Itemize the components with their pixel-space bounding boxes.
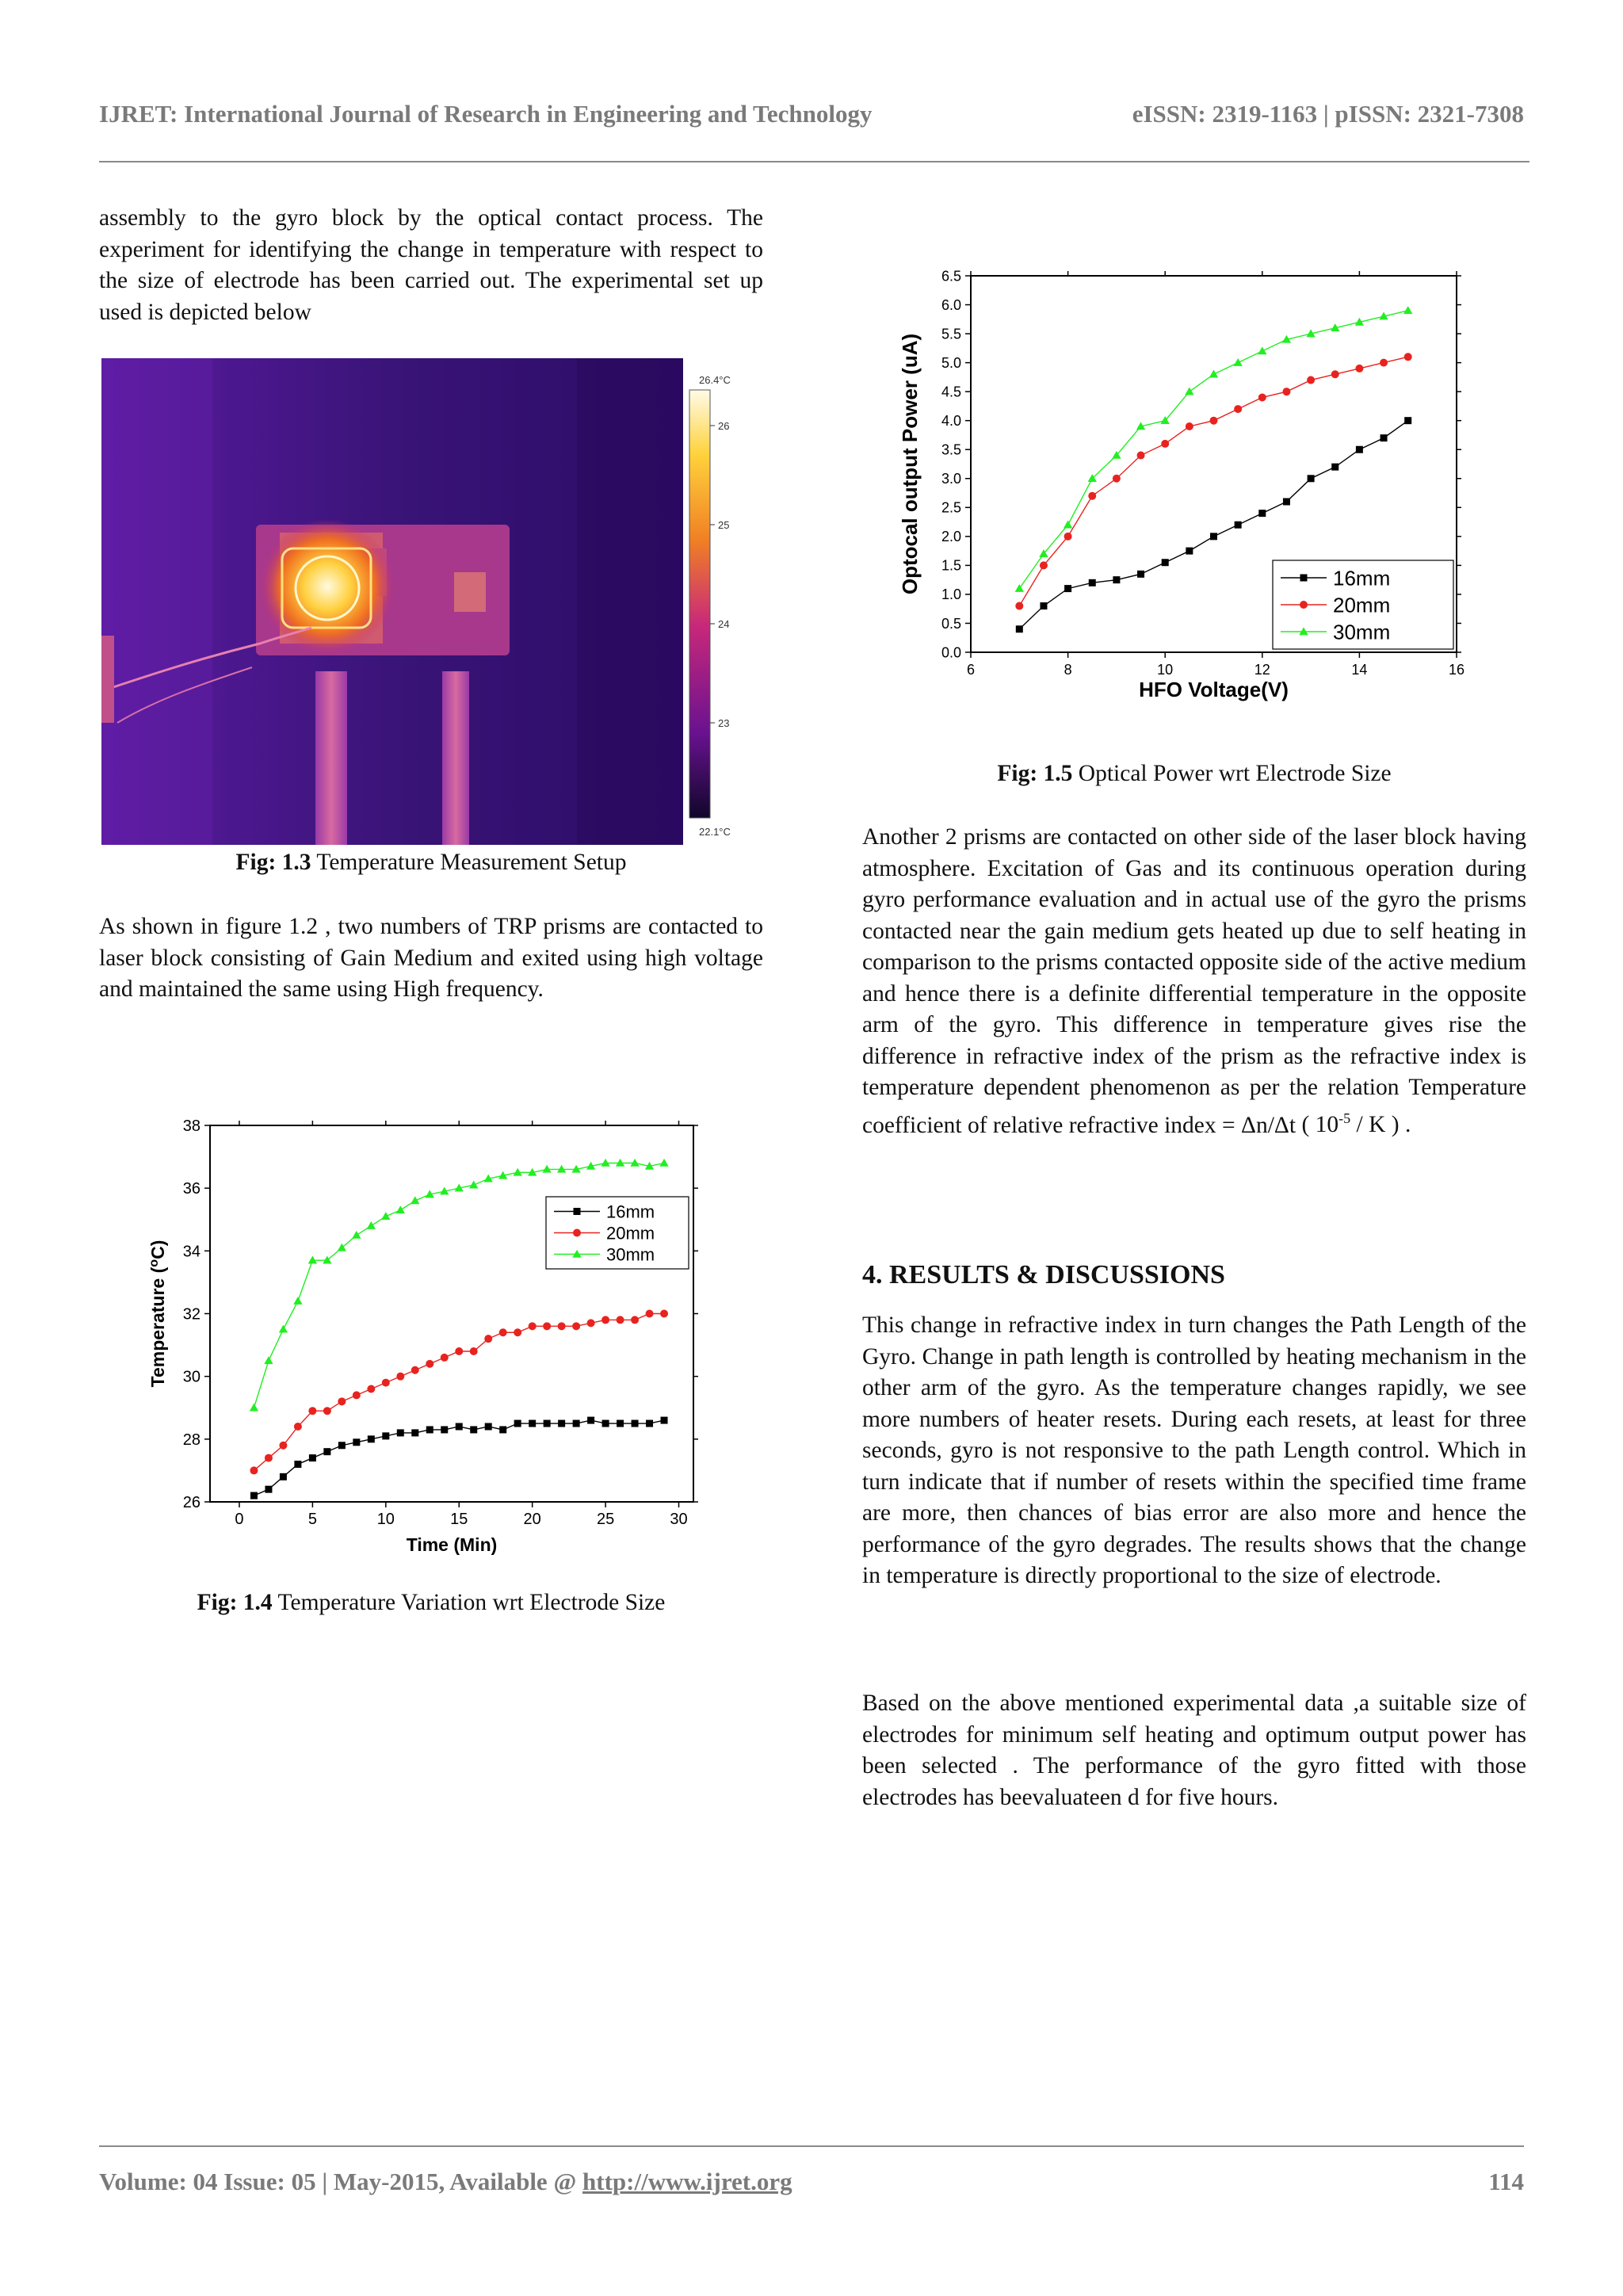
data-point-20mm bbox=[353, 1391, 361, 1399]
data-point-20mm bbox=[646, 1310, 654, 1318]
data-point-16mm bbox=[602, 1420, 609, 1427]
data-point-20mm bbox=[1161, 440, 1169, 448]
y-tick-label: 28 bbox=[182, 1431, 200, 1449]
data-point-20mm bbox=[250, 1466, 258, 1474]
y-tick-label: 2.0 bbox=[941, 529, 961, 545]
data-point-30mm bbox=[616, 1159, 624, 1167]
data-point-16mm bbox=[646, 1420, 653, 1427]
y-tick-label: 6.5 bbox=[941, 268, 961, 285]
data-point-16mm bbox=[1113, 576, 1120, 583]
series-30mm bbox=[1015, 306, 1413, 592]
data-point-20mm bbox=[411, 1366, 419, 1374]
data-point-30mm bbox=[1403, 306, 1412, 314]
data-point-20mm bbox=[1331, 370, 1339, 378]
data-point-20mm bbox=[514, 1328, 521, 1336]
temperature-chart-svg bbox=[135, 1110, 705, 1569]
legend-marker bbox=[1300, 601, 1308, 609]
y-tick-label: 4.0 bbox=[941, 412, 961, 429]
data-point-16mm bbox=[353, 1438, 360, 1446]
temperature-chart bbox=[135, 1110, 705, 1569]
y-tick-label: 5.0 bbox=[941, 354, 961, 371]
footer-link[interactable]: http://www.ijret.org bbox=[582, 2168, 792, 2195]
data-point-30mm bbox=[542, 1165, 551, 1173]
data-point-16mm bbox=[544, 1420, 551, 1427]
y-tick-label: 36 bbox=[182, 1180, 200, 1198]
right-paragraph-1-unit: ( $10^{-5}$ / K ) . bbox=[1301, 1110, 1411, 1138]
fig-text: Optical Power wrt Electrode Size bbox=[1072, 761, 1392, 786]
series-20mm bbox=[250, 1310, 668, 1475]
scale-tick-label: 26 bbox=[718, 420, 730, 432]
data-point-20mm bbox=[1064, 533, 1072, 541]
data-point-30mm bbox=[1185, 387, 1193, 395]
left-paragraph-1: assembly to the gyro block by the optical contact process. The experiment for identifying the change in temperature with respect to the size of electrode has been carried out. The experimental set up used is depicted below bbox=[99, 205, 763, 325]
data-point-16mm bbox=[1064, 585, 1071, 592]
data-point-30mm bbox=[396, 1205, 405, 1213]
scale-max-label: 26.4°C bbox=[699, 374, 731, 386]
data-point-30mm bbox=[293, 1297, 302, 1305]
fig-1-3-caption bbox=[99, 850, 763, 876]
data-point-20mm bbox=[279, 1442, 287, 1450]
x-tick-label: 0 bbox=[235, 1511, 244, 1528]
data-point-20mm bbox=[382, 1379, 390, 1387]
data-point-20mm bbox=[499, 1328, 507, 1336]
data-point-16mm bbox=[441, 1426, 448, 1433]
hot-spot bbox=[260, 519, 395, 654]
fig-1-4-caption bbox=[99, 1590, 763, 1616]
scale-min-label: 22.1°C bbox=[699, 826, 731, 838]
x-tick-label: 10 bbox=[1157, 662, 1174, 678]
data-point-20mm bbox=[1380, 359, 1388, 367]
data-point-16mm bbox=[280, 1473, 287, 1480]
y-tick-label: 32 bbox=[182, 1305, 200, 1324]
right-paragraph-2: This change in refractive index in turn changes the Path Length of the Gyro. Change in path length is controlled by heating mechanism in the other arm of the gyro. As the temperature changes rapidly, we see more numbers of heater resets. During each resets, at least for three seconds, gyro is not responsive to the path Length control. Which in turn indicate that if number of resets within the specified time frame are more, then chances of bias error are also more and hence the performance of the gyro degrades. The results shows that the change in temperature is directly proportional to the size of electrode. bbox=[862, 1312, 1526, 1588]
legend-marker bbox=[1300, 575, 1308, 582]
data-point-30mm bbox=[601, 1159, 609, 1167]
data-point-30mm bbox=[1209, 370, 1218, 378]
data-point-16mm bbox=[1404, 417, 1411, 424]
x-tick-label: 20 bbox=[523, 1511, 541, 1528]
data-point-20mm bbox=[631, 1316, 639, 1324]
data-point-20mm bbox=[1307, 376, 1315, 384]
y-tick-label: 26 bbox=[182, 1494, 200, 1511]
data-point-20mm bbox=[558, 1322, 566, 1330]
data-point-20mm bbox=[1186, 422, 1193, 430]
data-point-20mm bbox=[426, 1360, 433, 1368]
data-point-20mm bbox=[1282, 388, 1290, 395]
series-line-20mm bbox=[254, 1314, 664, 1471]
data-point-20mm bbox=[529, 1322, 537, 1330]
data-point-16mm bbox=[338, 1442, 346, 1449]
left-paragraph-2: As shown in figure 1.2 , two numbers of TRP prisms are contacted to laser block consisting of Gain Medium and exited using high voltage and maintained the same using High frequency. bbox=[99, 914, 763, 1002]
data-point-20mm bbox=[543, 1322, 551, 1330]
mount-post-left bbox=[315, 671, 347, 845]
data-point-16mm bbox=[1186, 548, 1193, 555]
data-point-20mm bbox=[367, 1385, 375, 1393]
x-tick-label: 25 bbox=[596, 1511, 615, 1528]
data-point-16mm bbox=[250, 1492, 258, 1499]
data-point-16mm bbox=[368, 1435, 375, 1442]
data-point-30mm bbox=[279, 1325, 288, 1333]
x-tick-label: 12 bbox=[1254, 662, 1270, 678]
right-paragraph-1 bbox=[862, 822, 1526, 1141]
data-point-20mm bbox=[1234, 405, 1242, 413]
data-point-16mm bbox=[470, 1426, 477, 1433]
data-point-16mm bbox=[617, 1420, 624, 1427]
y-tick-label: 2.5 bbox=[941, 499, 961, 516]
y-tick-label: 1.0 bbox=[941, 586, 961, 603]
x-tick-label: 6 bbox=[966, 662, 976, 678]
footer-volume bbox=[99, 2168, 792, 2196]
fig-label: Fig: 1.3 bbox=[235, 850, 311, 875]
data-point-30mm bbox=[1233, 358, 1242, 366]
legend-marker bbox=[573, 1229, 581, 1237]
legend-label: 16mm bbox=[606, 1201, 655, 1222]
fig-text: Temperature Variation wrt Electrode Size bbox=[272, 1590, 666, 1615]
data-point-30mm bbox=[1064, 521, 1072, 529]
data-point-16mm bbox=[323, 1448, 330, 1455]
data-point-16mm bbox=[294, 1461, 301, 1468]
data-point-20mm bbox=[484, 1335, 492, 1343]
y-tick-label: 0.0 bbox=[941, 644, 961, 661]
data-point-30mm bbox=[1258, 346, 1266, 354]
data-point-30mm bbox=[411, 1196, 419, 1204]
data-point-16mm bbox=[632, 1420, 639, 1427]
data-point-16mm bbox=[573, 1420, 580, 1427]
scale-tick-label: 24 bbox=[718, 618, 730, 630]
y-tick-label: 38 bbox=[182, 1117, 200, 1135]
page-number: 114 bbox=[1488, 2168, 1524, 2195]
y-tick-label: 5.5 bbox=[941, 326, 961, 342]
data-point-16mm bbox=[558, 1420, 565, 1427]
x-tick-label: 30 bbox=[670, 1511, 688, 1528]
data-point-30mm bbox=[381, 1212, 390, 1220]
optical-power-chart-svg bbox=[896, 254, 1482, 729]
y-tick-label: 3.5 bbox=[941, 441, 961, 458]
data-point-20mm bbox=[323, 1407, 331, 1415]
legend-label: 30mm bbox=[606, 1244, 655, 1265]
data-point-20mm bbox=[601, 1316, 609, 1324]
y-axis-label: Optocal output Power (uA) bbox=[898, 333, 922, 595]
data-point-16mm bbox=[1258, 510, 1266, 517]
data-point-20mm bbox=[1040, 561, 1048, 569]
legend bbox=[546, 1197, 689, 1269]
x-tick-label: 8 bbox=[1064, 662, 1072, 678]
right-paragraph-3: Based on the above mentioned experimental data ,a suitable size of electrodes for minimum self heating and optimum output power has been selected . The performance of the gyro fitted with those electrodes has beevaluateen d for five hours. bbox=[862, 1690, 1526, 1810]
data-point-30mm bbox=[352, 1231, 361, 1239]
journal-title: IJRET: International Journal of Research in Engineering and Technology bbox=[99, 100, 873, 128]
data-point-16mm bbox=[456, 1423, 463, 1431]
data-point-16mm bbox=[1381, 434, 1388, 441]
data-point-30mm bbox=[250, 1404, 258, 1412]
data-point-16mm bbox=[1040, 602, 1047, 609]
data-point-20mm bbox=[1113, 475, 1121, 483]
data-point-16mm bbox=[1162, 559, 1169, 566]
data-point-20mm bbox=[587, 1319, 595, 1327]
data-point-16mm bbox=[514, 1420, 521, 1427]
data-point-20mm bbox=[455, 1347, 463, 1355]
scale-tick-label: 23 bbox=[718, 717, 730, 729]
y-tick-label: 30 bbox=[182, 1368, 200, 1386]
data-point-20mm bbox=[1088, 492, 1096, 500]
x-tick-label: 16 bbox=[1448, 662, 1465, 678]
data-point-20mm bbox=[338, 1397, 346, 1405]
data-point-30mm bbox=[630, 1159, 639, 1167]
data-point-20mm bbox=[1210, 417, 1218, 425]
optical-power-chart bbox=[896, 254, 1482, 729]
data-point-16mm bbox=[1331, 464, 1338, 471]
data-point-20mm bbox=[660, 1310, 668, 1318]
data-point-16mm bbox=[265, 1486, 272, 1493]
fig-label: Fig: 1.4 bbox=[197, 1590, 273, 1615]
legend-marker bbox=[574, 1208, 581, 1215]
fig-text: Temperature Measurement Setup bbox=[311, 850, 627, 875]
right-paragraph-1-text: Another 2 prisms are contacted on other side of the laser block having atmosphere. Excitation of Gas and its continuous operation during gyro performance evaluation and in actual use of the gyro the prisms contacted near the gain medium gets heated up due to self heating in comparison to the prisms contacted opposite side of the active medium and hence there is a definite differential temperature in the opposite arm of the gyro. This difference in temperature gives rise the difference in refractive index of the prism as the refractive index is temperature dependent phenomenon as per the relation Temperature coefficient of relative refractive index = Δn/Δt bbox=[862, 824, 1526, 1138]
mount-post-right bbox=[442, 671, 469, 845]
y-tick-label: 0.5 bbox=[941, 615, 961, 632]
issn: eISSN: 2319-1163 | pISSN: 2321-7308 bbox=[1132, 100, 1524, 128]
section-heading: 4. RESULTS & DISCUSSIONS bbox=[862, 1260, 1225, 1289]
data-point-20mm bbox=[470, 1347, 478, 1355]
data-point-16mm bbox=[529, 1420, 536, 1427]
data-point-20mm bbox=[1137, 452, 1145, 460]
x-axis-label: HFO Voltage(V) bbox=[1139, 678, 1289, 701]
data-point-20mm bbox=[1015, 602, 1023, 610]
x-axis-label: Time (Min) bbox=[406, 1534, 498, 1555]
data-point-30mm bbox=[469, 1181, 478, 1189]
data-point-20mm bbox=[294, 1423, 302, 1431]
x-tick-label: 15 bbox=[450, 1511, 468, 1528]
data-point-20mm bbox=[1404, 353, 1412, 361]
data-point-30mm bbox=[264, 1356, 273, 1364]
thermal-image bbox=[101, 358, 737, 845]
footer-rule bbox=[99, 2145, 1524, 2147]
footer-volume-text: Volume: 04 Issue: 05 | May-2015, Available @ bbox=[99, 2168, 583, 2195]
legend-label: 16mm bbox=[1333, 566, 1391, 590]
legend-label: 20mm bbox=[1333, 593, 1391, 617]
data-point-20mm bbox=[265, 1454, 273, 1462]
data-point-30mm bbox=[514, 1168, 522, 1176]
y-axis-label: Temperature ($^o$C) bbox=[147, 1240, 168, 1388]
data-point-30mm bbox=[1015, 584, 1024, 592]
y-tick-label: 3.0 bbox=[941, 471, 961, 487]
data-point-16mm bbox=[1210, 533, 1217, 540]
fig-label: Fig: 1.5 bbox=[997, 761, 1073, 786]
data-point-20mm bbox=[617, 1316, 624, 1324]
y-tick-label: 4.5 bbox=[941, 384, 961, 400]
data-point-16mm bbox=[1016, 625, 1023, 632]
data-point-16mm bbox=[426, 1426, 433, 1433]
series-line-30mm bbox=[1019, 311, 1407, 589]
y-tick-label: 34 bbox=[182, 1243, 200, 1261]
data-point-30mm bbox=[308, 1256, 317, 1264]
legend-label: 30mm bbox=[1333, 620, 1391, 644]
data-point-20mm bbox=[441, 1354, 449, 1362]
data-point-16mm bbox=[1137, 571, 1144, 578]
data-point-30mm bbox=[659, 1159, 668, 1167]
legend bbox=[1273, 560, 1453, 649]
fig-1-5-caption bbox=[862, 761, 1526, 787]
data-point-30mm bbox=[367, 1221, 376, 1229]
y-tick-label: 1.5 bbox=[941, 557, 961, 574]
data-point-16mm bbox=[1283, 499, 1290, 506]
data-point-16mm bbox=[309, 1454, 316, 1461]
data-point-20mm bbox=[396, 1373, 404, 1381]
data-point-16mm bbox=[499, 1426, 506, 1433]
x-tick-label: 10 bbox=[376, 1511, 395, 1528]
data-point-20mm bbox=[1258, 393, 1266, 401]
data-point-20mm bbox=[1355, 365, 1363, 372]
data-point-16mm bbox=[485, 1423, 492, 1431]
legend-label: 20mm bbox=[606, 1223, 655, 1244]
x-tick-label: 5 bbox=[307, 1511, 317, 1528]
data-point-16mm bbox=[382, 1432, 389, 1439]
data-point-16mm bbox=[661, 1417, 668, 1424]
data-point-16mm bbox=[397, 1429, 404, 1436]
y-tick-label: 6.0 bbox=[941, 296, 961, 313]
data-point-16mm bbox=[1235, 521, 1242, 529]
scale-tick-label: 25 bbox=[718, 519, 730, 531]
data-point-16mm bbox=[1356, 446, 1363, 453]
data-point-16mm bbox=[587, 1417, 594, 1424]
data-point-16mm bbox=[1089, 579, 1096, 586]
header-rule bbox=[99, 161, 1529, 162]
data-point-16mm bbox=[1308, 475, 1315, 482]
x-tick-label: 14 bbox=[1351, 662, 1368, 678]
data-point-16mm bbox=[411, 1429, 418, 1436]
data-point-20mm bbox=[308, 1407, 316, 1415]
data-point-20mm bbox=[572, 1322, 580, 1330]
temperature-scale-bar bbox=[689, 390, 710, 818]
series-16mm bbox=[250, 1417, 668, 1499]
data-point-30mm bbox=[557, 1165, 566, 1173]
